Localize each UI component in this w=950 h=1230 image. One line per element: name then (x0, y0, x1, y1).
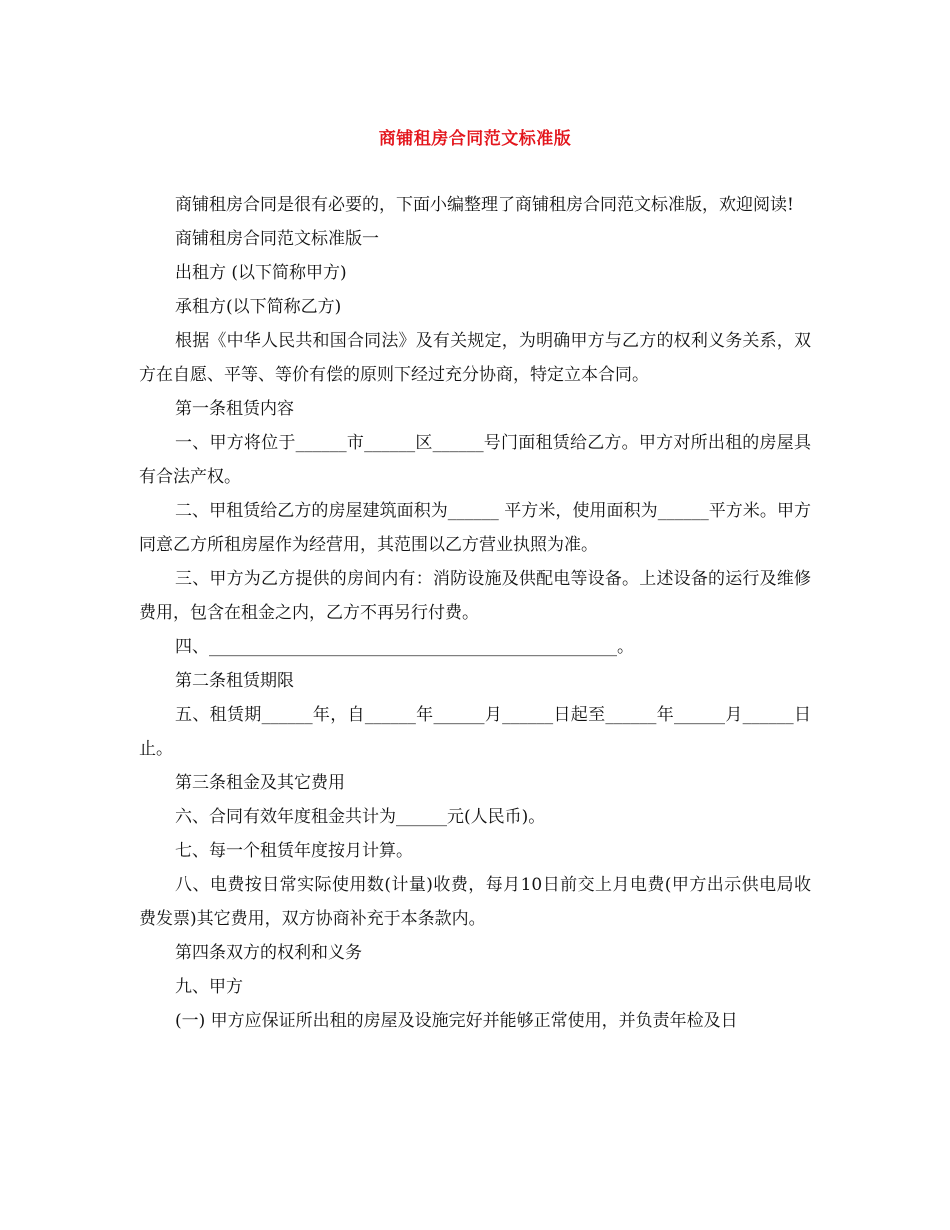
document-body (139, 188, 811, 1038)
article-2-heading: 第二条租赁期限 (175, 671, 294, 691)
clause-6: 六、合同有效年度租金共计为______元(人民币)。 (175, 807, 546, 827)
clause-4: 四、________________________________________________。 (175, 637, 634, 657)
clause-1: 一、甲方将位于______市______区______号门面租赁给乙方。甲方对所出租的房屋具有合法产权。 (139, 433, 811, 487)
clause-8: 八、电费按日常实际使用数(计量)收费，每月10日前交上月电费(甲方出示供电局收费发票)其它费用，双方协商补充于本条款内。 (139, 875, 811, 929)
clause-9: 九、甲方 (175, 977, 243, 997)
article-4-heading: 第四条双方的权利和义务 (175, 943, 362, 963)
clause-3: 三、甲方为乙方提供的房间内有：消防设施及供配电等设备。上述设备的运行及维修费用，包含在租金之内，乙方不再另行付费。 (139, 569, 811, 623)
clause-7: 七、每一个租赁年度按月计算。 (175, 841, 413, 861)
document-title: 商铺租房合同范文标准版 (378, 129, 572, 149)
article-3-heading: 第三条租金及其它费用 (175, 773, 345, 793)
article-1-heading: 第一条租赁内容 (175, 399, 294, 419)
clause-2: 二、甲租赁给乙方的房屋建筑面积为______ 平方米，使用面积为______平方米。甲方同意乙方所租房屋作为经营用，其范围以乙方营业执照为准。 (139, 501, 811, 555)
paragraph-intro: 商铺租房合同是很有必要的，下面小编整理了商铺租房合同范文标准版，欢迎阅读! (175, 195, 794, 215)
clause-5: 五、租赁期______年，自______年______月______日起至______年______月______日止。 (139, 705, 811, 759)
paragraph-heading-version: 商铺租房合同范文标准版一 (175, 229, 379, 249)
paragraph-lessor: 出租方 (以下简称甲方) (175, 263, 347, 283)
clause-9-1: (一) 甲方应保证所出租的房屋及设施完好并能够正常使用，并负责年检及日 (175, 1011, 738, 1031)
paragraph-preamble: 根据《中华人民共和国合同法》及有关规定，为明确甲方与乙方的权利义务关系，双方在自愿、平等、等价有偿的原则下经过充分协商，特定立本合同。 (139, 331, 811, 385)
paragraph-lessee: 承租方(以下简称乙方) (175, 297, 342, 317)
